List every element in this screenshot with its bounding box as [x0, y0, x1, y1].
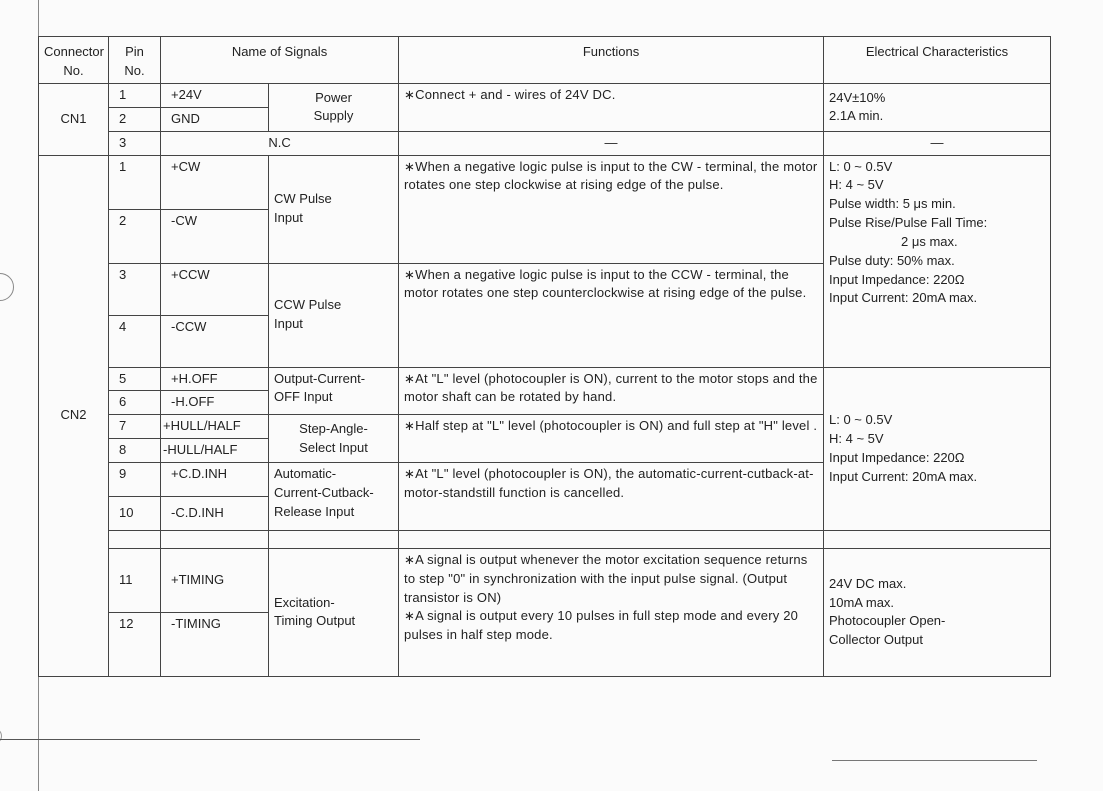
function-text: ∗When a negative logic pulse is input to the CW - terminal, the motor rotates one step clockwise at rising edge of the pulse.	[399, 155, 824, 263]
function-text: ∗Half step at "L" level (photocoupler is ON) and full step at "H" level .	[399, 415, 824, 463]
signal-name: +H.OFF	[161, 367, 269, 391]
header-connector: Connector No.	[39, 37, 109, 84]
pin-number: 8	[109, 439, 161, 463]
pin-number: 11	[109, 548, 161, 612]
signal-group: CW Pulse Input	[269, 155, 399, 263]
signal-name: +TIMING	[161, 548, 269, 612]
signal-name: -TIMING	[161, 612, 269, 676]
function-text: ∗A signal is output whenever the motor excitation sequence returns to step "0" in synchronization with the input pulse signal. (Output transistor is ON) ∗A signal is output every 10 pulses in full step mode and every 20 pulses in half step mode.	[399, 548, 824, 676]
header-signals: Name of Signals	[161, 37, 399, 84]
signal-name: GND	[161, 107, 269, 131]
table-row	[39, 548, 1051, 612]
function-text: ∗Connect + and - wires of 24V DC.	[399, 84, 824, 132]
signal-name: -CCW	[161, 315, 269, 367]
signal-group: Output-Current- OFF Input	[269, 367, 399, 415]
electrical-text: —	[824, 131, 1051, 155]
function-text: ∗When a negative logic pulse is input to the CCW - terminal, the motor rotates one step counterclockwise at rising edge of the pulse.	[399, 263, 824, 367]
pin-number: 5	[109, 367, 161, 391]
bottom-rule	[0, 739, 420, 740]
signal-name: +CW	[161, 155, 269, 209]
pin-number: 4	[109, 315, 161, 367]
pin-number: 3	[109, 131, 161, 155]
pin-number: 10	[109, 496, 161, 530]
table-row	[39, 84, 1051, 108]
connector-spec-table	[38, 36, 1051, 677]
signal-name: +C.D.INH	[161, 462, 269, 496]
pin-number: 1	[109, 155, 161, 209]
signal-name: +CCW	[161, 263, 269, 315]
punch-hole-icon	[0, 273, 14, 301]
electrical-text: 24V±10% 2.1A min.	[824, 84, 1051, 132]
connector-cn2: CN2	[39, 155, 109, 676]
header-electrical: Electrical Characteristics	[824, 37, 1051, 84]
pin-number: 2	[109, 107, 161, 131]
signal-name: -HULL/HALF	[161, 439, 269, 463]
pin-number: 2	[109, 209, 161, 263]
table-header-row	[39, 37, 1051, 84]
signal-name: -H.OFF	[161, 391, 269, 415]
header-pin: Pin No.	[109, 37, 161, 84]
table-row	[39, 367, 1051, 391]
table-row	[39, 530, 1051, 548]
punch-hole-icon	[0, 728, 2, 744]
electrical-text: L: 0 ~ 0.5V H: 4 ~ 5V Pulse width: 5 μs min. Pulse Rise/Pulse Fall Time: 2 μs max. Pulse duty: 50% max. Input Impedance: 220Ω Input Current: 20mA max.	[824, 155, 1051, 367]
pin-number: 6	[109, 391, 161, 415]
signal-name: +HULL/HALF	[161, 415, 269, 439]
signal-group: Excitation- Timing Output	[269, 548, 399, 676]
function-text: ∗At "L" level (photocoupler is ON), current to the motor stops and the motor shaft can be rotated by hand.	[399, 367, 824, 415]
pin-number: 9	[109, 462, 161, 496]
signal-group: Power Supply	[269, 84, 399, 132]
connector-cn1: CN1	[39, 84, 109, 156]
signal-group: Automatic- Current-Cutback- Release Input	[269, 462, 399, 530]
pin-number: 3	[109, 263, 161, 315]
function-text: —	[399, 131, 824, 155]
signal-name: -C.D.INH	[161, 496, 269, 530]
signal-name: +24V	[161, 84, 269, 108]
bottom-rule	[832, 760, 1037, 761]
pin-number: 1	[109, 84, 161, 108]
header-functions: Functions	[399, 37, 824, 84]
signal-name: N.C	[161, 131, 399, 155]
pin-number: 7	[109, 415, 161, 439]
signal-group: Step-Angle- Select Input	[269, 415, 399, 463]
signal-group: CCW Pulse Input	[269, 263, 399, 367]
signal-name: -CW	[161, 209, 269, 263]
electrical-text: L: 0 ~ 0.5V H: 4 ~ 5V Input Impedance: 220Ω Input Current: 20mA max.	[824, 367, 1051, 530]
table-row	[39, 131, 1051, 155]
pin-number: 12	[109, 612, 161, 676]
table-row	[39, 155, 1051, 209]
electrical-text: 24V DC max. 10mA max. Photocoupler Open- Collector Output	[824, 548, 1051, 676]
function-text: ∗At "L" level (photocoupler is ON), the automatic-current-cutback-at-motor-standstill function is cancelled.	[399, 462, 824, 530]
